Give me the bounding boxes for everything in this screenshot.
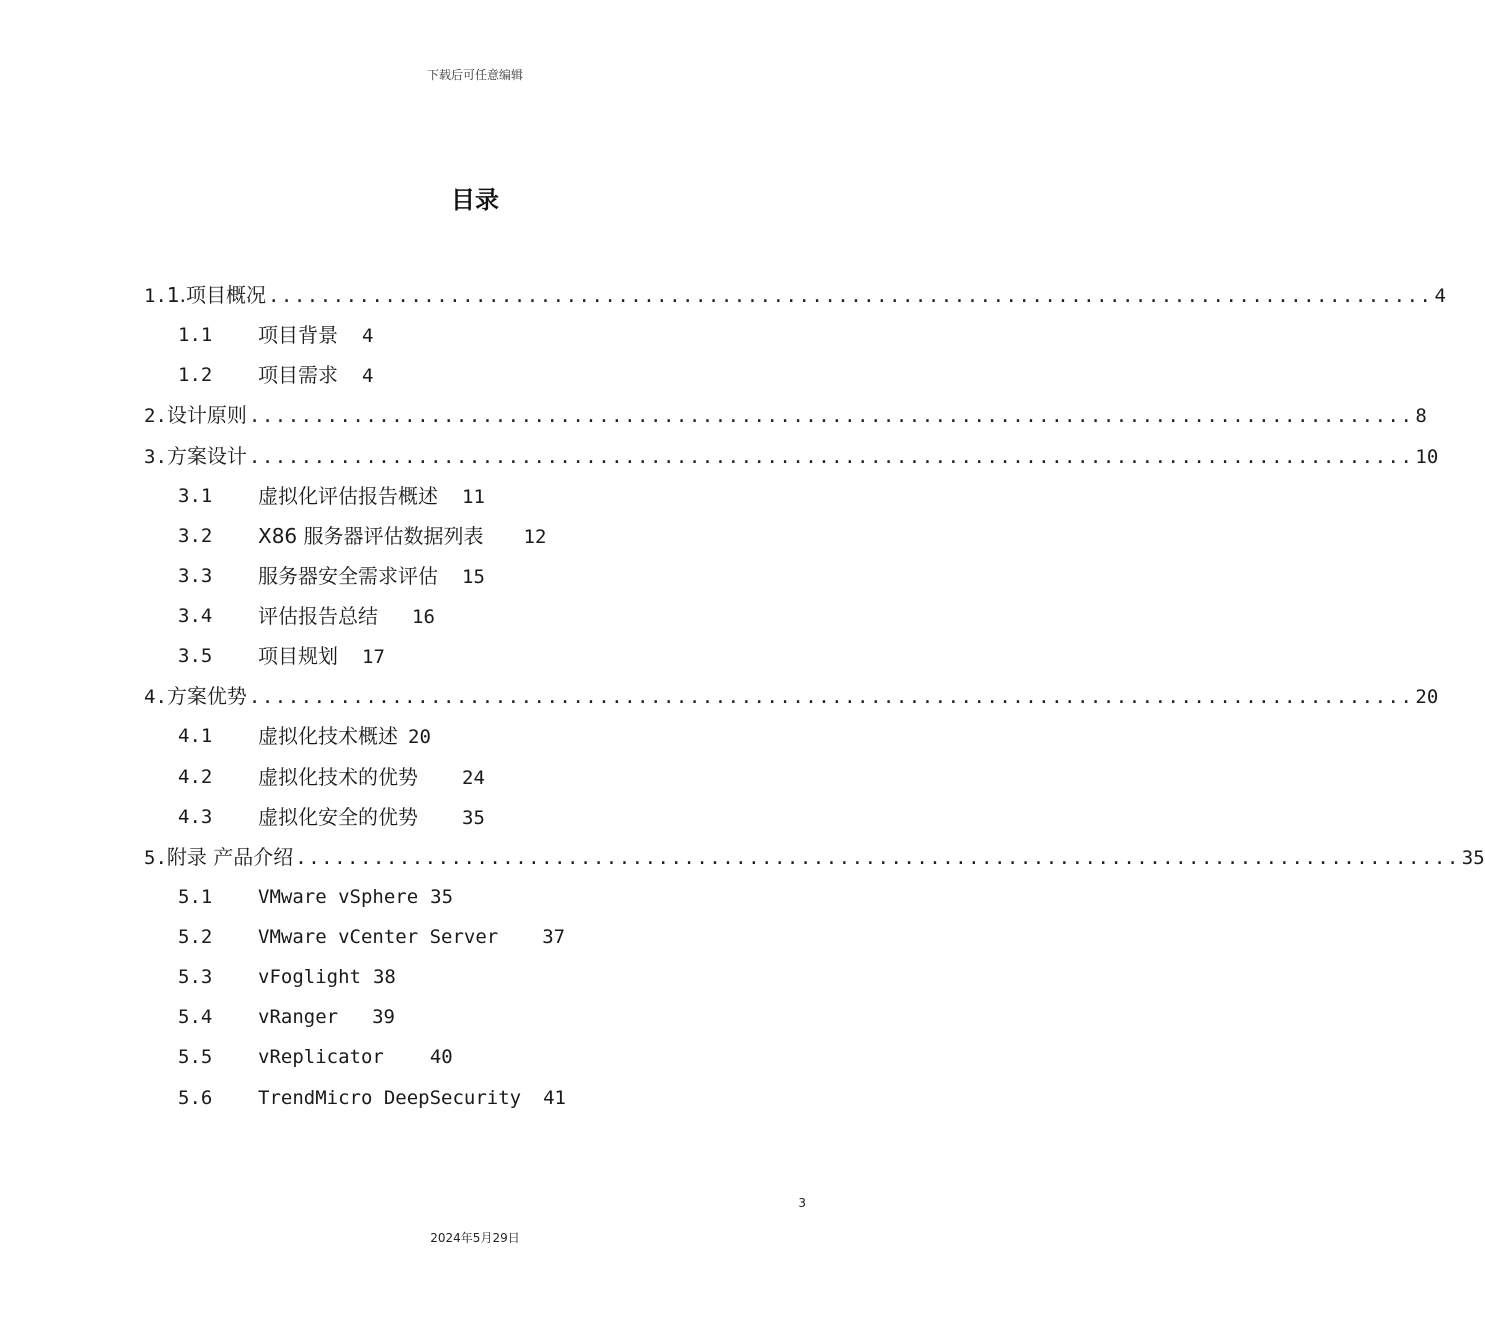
- toc-entry-text: vFoglight: [258, 966, 361, 989]
- toc-entry-page: 11: [462, 485, 485, 508]
- toc-entry-number: 3.4: [178, 605, 213, 627]
- toc-entry-text: 虚拟化技术概述: [258, 724, 398, 749]
- toc-entry-3-3[interactable]: [144, 556, 806, 596]
- toc-entry-text: 虚拟化技术的优势: [258, 764, 418, 789]
- toc-entry-page: 16: [412, 606, 435, 628]
- toc-entry-number: 5.3: [178, 966, 213, 989]
- toc-entry-text-wrap: [258, 877, 453, 917]
- toc-entry-number: 3.1: [178, 484, 213, 507]
- toc-entry-text: vReplicator: [258, 1046, 384, 1069]
- toc-leader-dots: ..........................................................................................: [295, 846, 1460, 869]
- toc-entry-text: 方案设计: [166, 443, 247, 468]
- table-of-contents: [144, 275, 1485, 1118]
- toc-leader-dots: ..........................................................................................: [248, 405, 1414, 428]
- toc-entry-page: 20: [1415, 686, 1439, 709]
- toc-entry-page: 20: [408, 726, 431, 749]
- toc-entry-4-3[interactable]: [144, 797, 806, 837]
- toc-entry-5-6[interactable]: [144, 1078, 806, 1118]
- toc-entry-number: 2.: [144, 405, 167, 428]
- toc-entry-3-5[interactable]: [144, 636, 806, 676]
- toc-entry-number: 1.1: [178, 324, 213, 347]
- toc-entry-3[interactable]: [144, 436, 1439, 476]
- toc-entry-page: 4: [362, 365, 374, 388]
- toc-entry-number: 5.4: [178, 1006, 213, 1029]
- toc-entry-text: 1.项目概况: [166, 283, 266, 307]
- toc-entry-text-wrap: [258, 596, 435, 637]
- toc-entry-page: 35: [1461, 846, 1485, 869]
- toc-entry-text: 评估报告总结: [258, 604, 378, 628]
- toc-entry-text: 项目规划: [258, 644, 338, 669]
- toc-entry-text-wrap: [258, 516, 546, 557]
- toc-entry-page: 35: [462, 806, 485, 829]
- toc-leader-dots: ..........................................................................................: [248, 445, 1414, 468]
- toc-entry-text-wrap: [258, 315, 373, 356]
- toc-entry-text: 虚拟化评估报告概述: [258, 483, 438, 508]
- toc-entry-number: 1.2: [178, 364, 213, 387]
- toc-entry-page: 17: [362, 646, 385, 669]
- toc-entry-text-wrap: [258, 1078, 566, 1118]
- toc-entry-1[interactable]: [144, 275, 1446, 315]
- toc-entry-number: 3.2: [178, 524, 213, 547]
- toc-entry-5[interactable]: [144, 837, 1485, 877]
- toc-entry-page: 35: [430, 885, 454, 908]
- toc-entry-page: 40: [429, 1046, 453, 1069]
- toc-entry-text: VMware vSphere: [258, 885, 419, 908]
- toc-entry-text-wrap: [258, 355, 373, 396]
- toc-entry-page: 37: [542, 926, 566, 948]
- toc-entry-text: 项目背景: [258, 323, 338, 348]
- toc-entry-page: 4: [362, 325, 374, 348]
- toc-entry-text: 项目需求: [258, 363, 338, 388]
- toc-entry-page: 38: [372, 966, 396, 989]
- toc-entry-number: 4.2: [178, 765, 213, 788]
- toc-entry-5-3[interactable]: [144, 957, 806, 997]
- toc-entry-page: 24: [462, 766, 485, 789]
- toc-leader-dots: ..........................................................................................: [267, 285, 1433, 307]
- toc-entry-number: 3.3: [178, 564, 213, 587]
- toc-entry-1-1[interactable]: [144, 315, 806, 355]
- toc-entry-text-wrap: [258, 997, 395, 1037]
- toc-entry-number: 3.5: [178, 645, 213, 668]
- toc-entry-number: 5.: [144, 846, 167, 869]
- toc-entry-text: VMware vCenter Server: [258, 926, 499, 948]
- toc-entry-text-wrap: [258, 556, 485, 597]
- toc-entry-number: 4.1: [178, 725, 213, 748]
- toc-entry-text-wrap: [258, 917, 565, 957]
- toc-leader-dots: ..........................................................................................: [248, 686, 1414, 709]
- toc-entry-5-4[interactable]: [144, 997, 806, 1037]
- toc-entry-page: 39: [372, 1006, 395, 1029]
- toc-entry-page: 12: [523, 525, 547, 548]
- toc-entry-5-1[interactable]: [144, 877, 806, 917]
- toc-entry-3-1[interactable]: [144, 476, 806, 516]
- toc-entry-number: 3.: [144, 445, 167, 468]
- toc-entry-text-wrap: [258, 636, 385, 677]
- toc-entry-1-2[interactable]: [144, 355, 806, 395]
- toc-entry-5-2[interactable]: [144, 917, 806, 957]
- toc-entry-page: 15: [462, 565, 485, 588]
- toc-entry-text-wrap: [258, 757, 485, 798]
- toc-entry-4-1[interactable]: [144, 716, 806, 756]
- page-header: 下载后可任意编辑: [426, 68, 523, 82]
- toc-entry-4[interactable]: [144, 676, 1439, 716]
- toc-entry-number: 4.: [144, 686, 167, 709]
- toc-entry-text-wrap: [258, 476, 485, 517]
- page-number: 3: [798, 1196, 806, 1210]
- toc-entry-text-wrap: [258, 957, 396, 997]
- toc-entry-text: 虚拟化安全的优势: [258, 804, 418, 829]
- toc-entry-number: 5.1: [178, 885, 213, 908]
- toc-entry-text-wrap: [258, 797, 485, 838]
- toc-entry-page: 8: [1415, 405, 1427, 428]
- toc-entry-3-2[interactable]: [144, 516, 806, 556]
- toc-entry-number: 5.5: [178, 1046, 213, 1069]
- page-footer-date: 2024年5月29日: [430, 1231, 520, 1245]
- toc-entry-number: 5.6: [178, 1086, 213, 1109]
- toc-entry-text: 附录 产品介绍: [166, 844, 294, 869]
- toc-entry-number: 1.: [144, 285, 167, 307]
- toc-entry-page: 10: [1415, 445, 1439, 468]
- toc-entry-number: 4.3: [178, 805, 213, 828]
- toc-entry-4-2[interactable]: [144, 757, 806, 797]
- toc-entry-2[interactable]: [144, 395, 1427, 435]
- toc-entry-text: TrendMicro DeepSecurity: [258, 1086, 522, 1109]
- toc-entry-text-wrap: [258, 716, 431, 757]
- toc-entry-page: 4: [1434, 285, 1446, 307]
- toc-entry-text: 设计原则: [166, 403, 247, 428]
- toc-entry-page: 41: [543, 1086, 566, 1109]
- toc-entry-text: 服务器安全需求评估: [258, 563, 438, 588]
- toc-entry-text: vRanger: [258, 1006, 339, 1029]
- toc-entry-text: X86 服务器评估数据列表: [258, 523, 484, 548]
- toc-entry-5-5[interactable]: [144, 1037, 806, 1077]
- toc-entry-text-wrap: [258, 1037, 453, 1077]
- toc-entry-3-4[interactable]: [144, 596, 806, 636]
- toc-entry-text: 方案优势: [166, 684, 247, 709]
- toc-entry-number: 5.2: [178, 926, 213, 948]
- page-title: 目录: [451, 186, 499, 214]
